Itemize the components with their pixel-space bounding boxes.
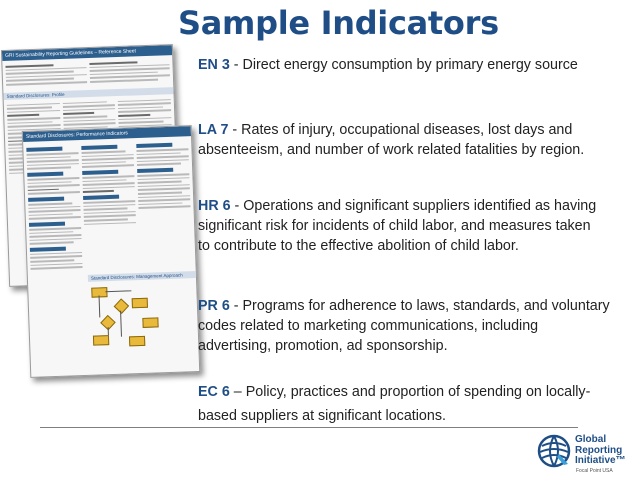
footer-divider — [40, 427, 578, 428]
indicator-en3: EN 3 - Direct energy consumption by primary energy source — [198, 57, 578, 73]
indicator-description: Programs for adherence to laws, standards, and voluntary codes related to marketing communications, including advertising, promotion, ad sponsorship. — [198, 298, 610, 354]
flowchart-diagram — [31, 280, 195, 356]
indicator-la7: LA 7 - Rates of injury, occupational diseases, lost days and absenteeism, and number of work related fatalities by region. — [198, 122, 585, 158]
indicator-description: Rates of injury, occupational diseases, lost days and absenteeism, and number of work related fatalities by region. — [198, 122, 585, 158]
indicator-hr6: HR 6 - Operations and significant suppliers identified as having significant risk for incidents of child labor, and measures taken to contribute to the effective abolition of child labor. — [198, 198, 597, 254]
indicator-pr6: PR 6 - Programs for adherence to laws, standards, and voluntary codes related to marketing communications, including advertising, promotion, ad sponsorship. — [198, 298, 610, 354]
indicator-code: PR 6 — [198, 298, 230, 314]
indicator-description: Policy, practices and proportion of spending on locally-based suppliers at significant locations. — [198, 384, 591, 424]
indicator-code: EC 6 — [198, 384, 230, 400]
thumbnail-header: Standard Disclosures: Performance Indicators — [23, 126, 191, 142]
logo-wordmark: Global Reporting Initiative™ — [575, 434, 626, 466]
indicator-description: Operations and significant suppliers identified as having significant risk for incidents of child labor, and measures taken to contribute to the effective abolition of child labor. — [198, 198, 597, 254]
thumbnail-section-title: Standard Disclosures: Management Approach — [88, 271, 196, 282]
indicator-code: LA 7 — [198, 122, 229, 138]
indicator-code: EN 3 — [198, 57, 230, 73]
indicator-ec6: EC 6 – Policy, practices and proportion of spending on locally-based suppliers at significant locations. — [198, 384, 591, 424]
thumbnail-section-title: Standard Disclosures: Profile — [3, 87, 173, 100]
indicator-description: Direct energy consumption by primary energy source — [242, 57, 578, 73]
gri-logo — [533, 432, 633, 476]
logo-subtitle: Focal Point USA — [576, 468, 613, 474]
page-title: Sample Indicators — [178, 4, 499, 42]
thumbnail-header: GRI Sustainability Reporting Guidelines – Reference Sheet — [2, 45, 172, 61]
indicator-code: HR 6 — [198, 198, 231, 214]
performance-indicators-thumbnail — [22, 125, 201, 378]
globe-icon — [537, 434, 571, 468]
